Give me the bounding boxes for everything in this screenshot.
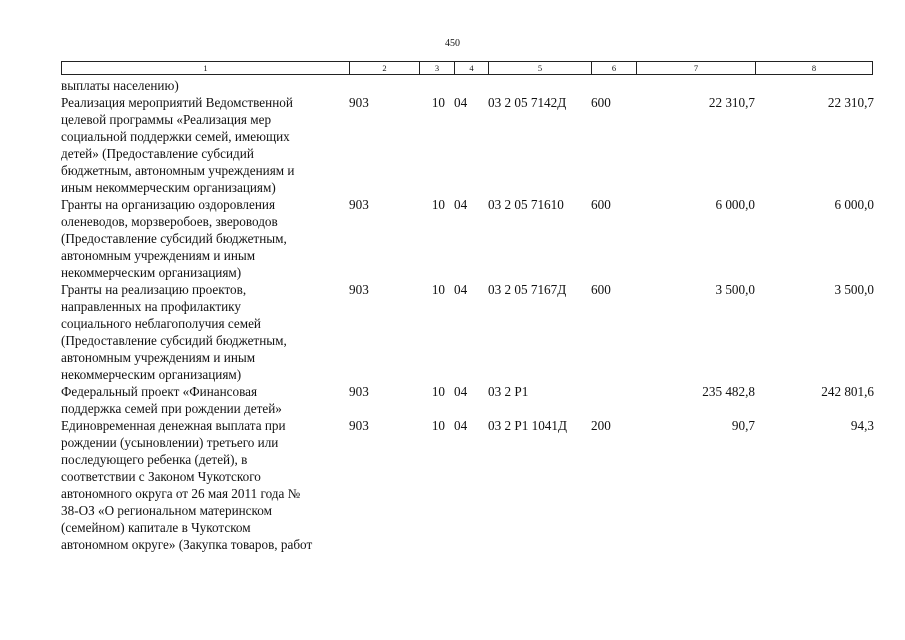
column-number-header [61, 61, 873, 75]
table-row [61, 77, 881, 94]
description-line: (Предоставление субсидий бюджетным, [61, 231, 287, 246]
page-number: 450 [445, 38, 460, 49]
row-description [61, 281, 349, 383]
expense-type-code: 600 [591, 197, 611, 212]
ministry-code: 903 [349, 95, 369, 110]
table-row [61, 281, 881, 383]
description-line: Гранты на организацию оздоровления [61, 197, 276, 212]
amount-year-2: 6 000,0 [834, 197, 874, 212]
description-line: оленеводов, морзверобоев, звероводов [61, 214, 278, 229]
row-description [61, 94, 349, 196]
budget-table-body [61, 77, 881, 553]
column-header-8: 8 [811, 63, 817, 73]
amount-year-2: 94,3 [850, 418, 874, 433]
amount-year-1: 90,7 [731, 418, 755, 433]
ministry-code: 903 [349, 418, 369, 433]
column-header-6: 6 [592, 62, 637, 74]
description-line: выплаты населению) [61, 78, 179, 93]
amount-year-1: 22 310,7 [708, 95, 755, 110]
subsection-code: 04 [454, 282, 468, 297]
description-line: Гранты на реализацию проектов, [61, 282, 247, 297]
description-line: бюджетным, автономным учреждениям и [61, 163, 295, 178]
description-line: социальной поддержки семей, имеющих [61, 129, 290, 144]
description-line: некоммерческим организациям) [61, 265, 242, 280]
amount-year-2: 22 310,7 [827, 95, 874, 110]
table-row [61, 196, 881, 281]
column-header-4: 4 [455, 62, 489, 74]
description-line: соответствии с Законом Чукотского [61, 469, 261, 484]
section-code: 10 [431, 418, 445, 433]
subsection-code: 04 [454, 95, 468, 110]
amount-year-1: 235 482,8 [702, 384, 755, 399]
expense-type-code: 200 [591, 418, 611, 433]
target-article-code: 03 2 P1 1041Д [488, 418, 567, 433]
section-code: 10 [431, 197, 445, 212]
table-row [61, 383, 881, 417]
target-article-code: 03 2 05 7167Д [488, 282, 567, 297]
column-header-2: 2 [350, 62, 420, 74]
row-description [61, 196, 349, 281]
description-line: (Предоставление субсидий бюджетным, [61, 333, 287, 348]
section-code: 10 [431, 95, 445, 110]
expense-type-code: 600 [591, 95, 611, 110]
target-article-code: 03 2 05 7142Д [488, 95, 567, 110]
description-line: некоммерческим организациям) [61, 367, 242, 382]
description-line: направленных на профилактику [61, 299, 241, 314]
column-header-7: 7 [637, 62, 756, 74]
column-header-5: 5 [489, 62, 592, 74]
description-line: последующего ребенка (детей), в [61, 452, 248, 467]
description-line: Единовременная денежная выплата при [61, 418, 286, 433]
ministry-code: 903 [349, 197, 369, 212]
table-row [61, 417, 881, 553]
description-line: автономного округа от 26 мая 2011 года № [61, 486, 301, 501]
row-description [61, 417, 349, 553]
table-row [61, 94, 881, 196]
description-line: 38-ОЗ «О региональном материнском [61, 503, 272, 518]
description-line: рождении (усыновлении) третьего или [61, 435, 279, 450]
column-header-3: 3 [420, 62, 455, 74]
target-article-code: 03 2 P1 [488, 384, 529, 399]
amount-year-1: 3 500,0 [715, 282, 755, 297]
target-article-code: 03 2 05 71610 [488, 197, 564, 212]
amount-year-1: 6 000,0 [715, 197, 755, 212]
description-line: автономным учреждениям и иным [61, 350, 256, 365]
description-line: (семейном) капитале в Чукотском [61, 520, 251, 535]
description-line: целевой программы «Реализация мер [61, 112, 272, 127]
description-line: Федеральный проект «Финансовая [61, 384, 258, 399]
description-line: автономном округе» (Закупка товаров, работ [61, 537, 313, 552]
description-line: поддержка семей при рождении детей» [61, 401, 282, 416]
description-line: Реализация мероприятий Ведомственной [61, 95, 293, 110]
description-line: детей» (Предоставление субсидий [61, 146, 254, 161]
section-code: 10 [431, 384, 445, 399]
row-description [61, 383, 349, 417]
ministry-code: 903 [349, 282, 369, 297]
subsection-code: 04 [454, 197, 468, 212]
row-description [61, 77, 349, 94]
description-line: иным некоммерческим организациям) [61, 180, 276, 195]
amount-year-2: 242 801,6 [821, 384, 874, 399]
expense-type-code: 600 [591, 282, 611, 297]
subsection-code: 04 [454, 384, 468, 399]
ministry-code: 903 [349, 384, 369, 399]
subsection-code: 04 [454, 418, 468, 433]
section-code: 10 [431, 282, 445, 297]
column-header-1: 1 [62, 62, 350, 74]
amount-year-2: 3 500,0 [834, 282, 874, 297]
description-line: социального неблагополучия семей [61, 316, 261, 331]
description-line: автономным учреждениям и иным [61, 248, 256, 263]
